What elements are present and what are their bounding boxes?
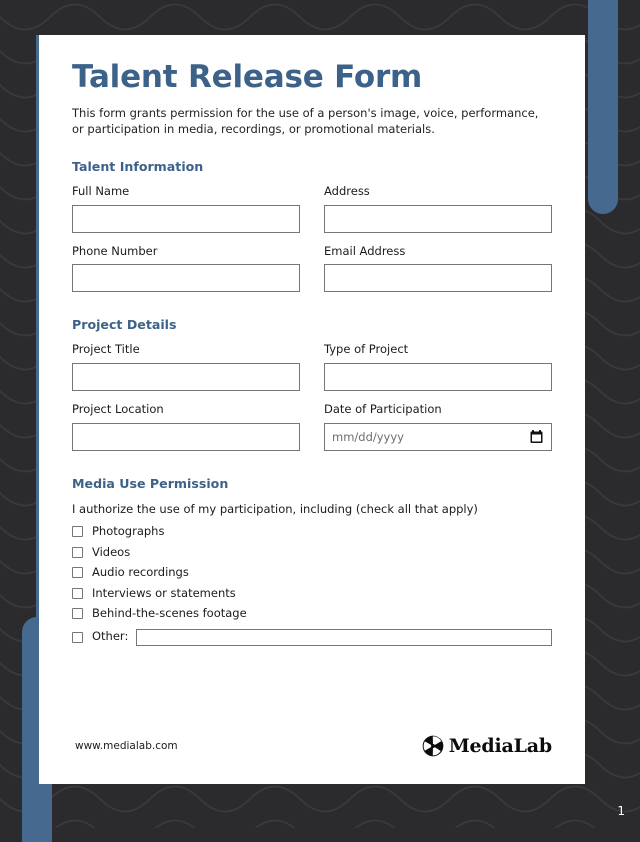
full-name-input[interactable] (72, 205, 300, 233)
field-label-project-title: Project Title (72, 342, 140, 357)
checkbox-label-interviews-or-statements: Interviews or statements (92, 585, 236, 600)
checkbox-photographs[interactable] (72, 526, 83, 537)
email-address-input[interactable] (324, 264, 552, 292)
checkbox-row-other[interactable] (72, 629, 552, 646)
field-label-email-address: Email Address (324, 243, 406, 258)
checkbox-audio-recordings[interactable] (72, 567, 83, 578)
field-project-title (72, 343, 300, 391)
field-label-phone-number: Phone Number (72, 243, 158, 258)
checkbox-row-interviews-or-statements[interactable] (72, 585, 552, 600)
date-of-participation-input[interactable] (324, 423, 552, 451)
checkbox-interviews-or-statements[interactable] (72, 588, 83, 599)
page-number: 1 (617, 804, 625, 818)
other-text-input[interactable] (136, 629, 552, 646)
checkbox-label-other: Other: (92, 629, 129, 644)
section-heading-media-use-permission: Media Use Permission (72, 476, 229, 492)
document-card (36, 35, 585, 784)
project-title-input[interactable] (72, 363, 300, 391)
date-input-wrapper (324, 423, 552, 451)
footer-website-url[interactable]: www.medialab.com (75, 740, 178, 752)
section-heading-project-details: Project Details (72, 317, 177, 333)
page-subtitle: This form grants permission for the use of a person's image, voice, performance, or participation in media, recordings, or promotional materials. (72, 105, 539, 137)
brand-logo (422, 735, 552, 757)
field-label-project-location: Project Location (72, 402, 164, 417)
checkbox-label-videos: Videos (92, 544, 131, 559)
field-label-type-of-project: Type of Project (324, 342, 409, 357)
media-permission-options (72, 526, 552, 646)
field-label-address: Address (324, 183, 370, 198)
page-title: Talent Release Form (72, 59, 423, 95)
checkbox-other[interactable] (72, 632, 83, 643)
project-location-input[interactable] (72, 423, 300, 451)
talent-information-fields (72, 185, 552, 305)
field-type-of-project (324, 343, 552, 391)
field-label-full-name: Full Name (72, 183, 130, 198)
field-address (324, 185, 552, 233)
phone-number-input[interactable] (72, 264, 300, 292)
type-of-project-input[interactable] (324, 363, 552, 391)
field-date-of-participation (324, 403, 552, 451)
field-full-name (72, 185, 300, 233)
checkbox-videos[interactable] (72, 547, 83, 558)
project-details-fields (72, 343, 552, 463)
section-heading-talent-information: Talent Information (72, 158, 204, 174)
camera-aperture-icon (422, 735, 444, 757)
checkbox-row-behind-the-scenes-footage[interactable] (72, 608, 552, 620)
document-footer (75, 735, 552, 757)
field-project-location (72, 403, 300, 451)
accent-bar-right (588, 0, 618, 214)
checkbox-label-audio-recordings: Audio recordings (92, 565, 189, 580)
media-permission-intro: I authorize the use of my participation, including (check all that apply) (72, 502, 478, 517)
field-phone-number (72, 245, 300, 293)
checkbox-label-photographs: Photographs (92, 524, 165, 539)
checkbox-row-videos[interactable] (72, 544, 552, 559)
address-input[interactable] (324, 205, 552, 233)
field-label-date-of-participation: Date of Participation (324, 402, 442, 417)
checkbox-label-behind-the-scenes-footage: Behind-the-scenes footage (92, 606, 247, 621)
checkbox-behind-the-scenes-footage[interactable] (72, 608, 83, 619)
brand-name: MediaLab (448, 735, 552, 757)
checkbox-row-audio-recordings[interactable] (72, 567, 552, 579)
checkbox-row-photographs[interactable] (72, 526, 552, 538)
field-email-address (324, 245, 552, 293)
